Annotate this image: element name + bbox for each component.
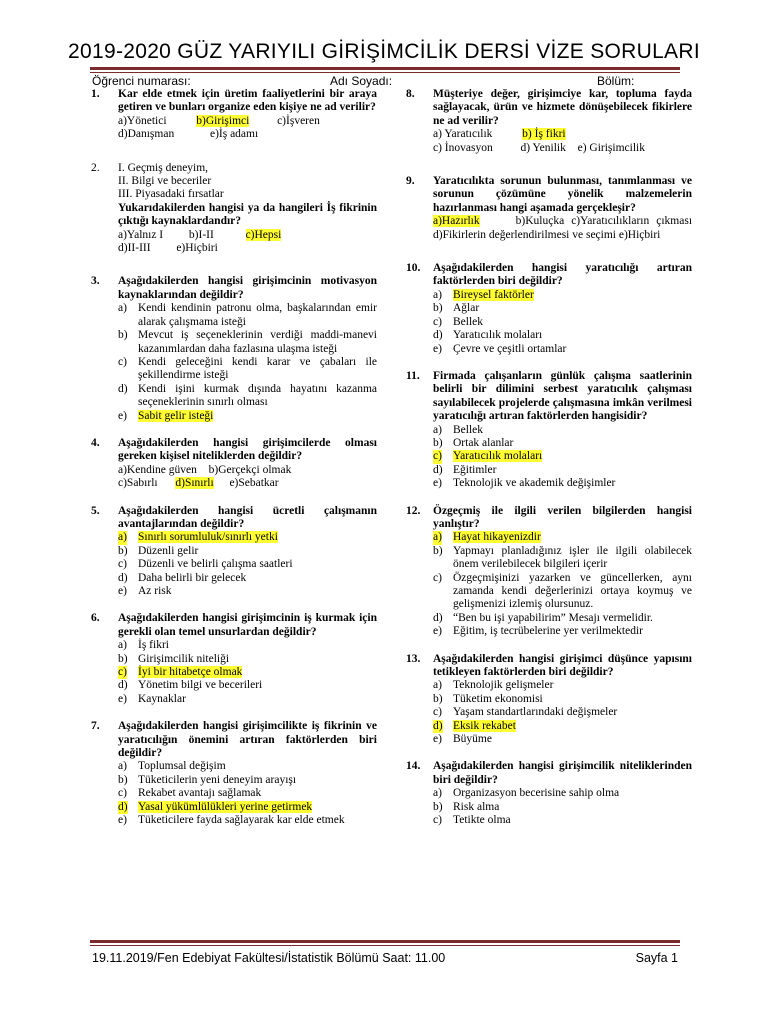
option-b: b) Girişimcilik niteliği [118,652,230,665]
top-divider-thin [90,72,680,73]
option-b: b) Tüketicilerin yeni deneyim arayışı [118,773,297,786]
footer-divider [90,940,680,943]
question-number: 14. [406,760,421,773]
question-1 [91,88,377,142]
student-number-label: Öğrenci numarası: [92,74,191,88]
option-e: e) Kaynaklar [118,692,186,705]
question-text: Aşağıdakilerden hangisi girişimcilikte iş fikrinin ve yaratıcılığın önemini artıran faktörlerden biri değildir? [118,720,377,760]
option-b: b) Yapmayı planladığınız işler ile ilgili olabilecek önem verilebilecek bilgileri içerir [433,544,692,571]
option-c: c)İşveren [277,114,320,127]
question-number: 13. [406,652,421,665]
options-line-2 [118,128,377,141]
option-a: a) Sınırlı sorumluluk/sınırlı yetki [118,531,278,544]
question-14 [406,760,692,827]
student-info-row [92,74,678,88]
options-line-2 [118,242,377,255]
option-d: d)II-III [118,242,151,255]
option-e: e) Girişimcilik [577,141,645,154]
option-e: e)İş adamı [209,128,259,141]
question-number: 10. [406,262,421,275]
option-e: e) Teknolojik ve akademik değişimler [433,477,616,490]
option-c: c) Tetikte olma [433,814,511,827]
option-d: d) Eksik rekabet [433,719,516,732]
option-e: e) Eğitim, iş tecrübelerine yer verilmektedir [433,625,643,638]
options-rest: b)Kuluçka c)Yaratıcılıkların çıkması d)Fikirlerin değerlendirilmesi ve seçimi e)Hiçbiri [433,215,693,241]
question-9 [406,175,692,242]
question-text: Aşağıdakilerden hangisi yaratıcılığı artıran faktörlerden biri değildir? [433,262,692,288]
question-number: 8. [406,88,415,100]
question-5 [91,505,377,599]
option-d: d)Sınırlı [175,477,214,490]
question-number: 3. [91,275,100,288]
question-number: 9. [406,175,415,188]
option-a: a) Yaratıcılık [433,128,493,141]
option-c: c) Kendi geleceğini kendi karar ve çabaları ile şekillendirme isteği [118,355,377,382]
question-text: Özgeçmiş ile ilgili verilen bilgilerden hangisi yanlıştır? [433,504,692,530]
question-text: Yukarıdakilerden hangisi ya da hangileri İş fikrinin çıktığı kaynaklardandır? [118,201,377,228]
question-13 [406,653,692,747]
option-a: a) Kendi kendinin patronu olma, başkalarından emir alarak çalışmama isteği [118,302,377,328]
option-a: a) Bireysel faktörler [433,288,534,301]
option-c: c) Özgeçmişinizi yazarken ve güncellerken, aynı zamanda kendi değerlerinizi ortaya koymuş ve gelişmenizi izlemiş olursunuz. [433,571,692,611]
option-b: b)Girişimci [196,114,250,127]
question-text: Müşteriye değer, girişimciye kar, topluma fayda sağlayacak, ürün ve hizmete dönüşebilecek fikirlere ne ad verilir? [433,88,692,127]
option-c: c) Bellek [433,315,484,328]
options-line-1 [118,464,377,477]
option-e: e) Çevre ve çeşitli ortamlar [433,342,567,355]
question-text: Firmada çalışanların günlük çalışma saatlerinin belirli bir dilimini serbest yaratıcılık çalışması sayılabilecek projelerde çalışmasına imkân verilmesi yaratıcılığı artıran faktörlerden hangisidir? [433,369,692,423]
options-line-1 [118,115,377,128]
option-b: b)I-II [188,228,214,241]
option-b: b) Düzenli gelir [118,544,199,557]
question-number: 11. [406,369,420,382]
option-a: a) Organizasyon becerisine sahip olma [433,787,620,800]
option-a: a)Yönetici [118,114,167,127]
question-text: Aşağıdakilerden hangisi girişimci düşünce yapısını tetikleyen faktörlerden biri değildir? [433,652,692,679]
question-6 [91,612,377,706]
question-4 [91,437,377,491]
question-text: Aşağıdakilerden hangisi girişimcilerde olması gereken kişisel niteliklerden değildir? [118,436,377,463]
statement-3: III. Piyasadaki fırsatlar [118,188,224,201]
question-number: 12. [406,504,421,517]
option-b: b) İş fikri [522,128,566,141]
option-c: c) Düzenli ve belirli çalışma saatleri [118,558,293,571]
option-c: c)Sabırlı [118,477,158,490]
option-d: d) Yasal yükümlülükleri yerine getirmek [118,800,313,813]
option-a: a)Hazırlık [433,215,480,228]
option-c: c) Rekabet avantajı sağlamak [118,787,262,800]
question-11 [406,370,692,491]
department-label: Bölüm: [597,74,635,88]
option-d: d) “Ben bu işi yapabilirim” Mesajı vermelidir. [433,611,653,624]
question-3 [91,275,377,422]
option-d: d) Daha belirli bir gelecek [118,571,247,584]
option-b: b)Gerçekçi olmak [208,463,292,476]
option-a: a) Hayat hikayenizdir [433,531,541,544]
question-number: 1. [91,88,100,100]
option-c: c) Yaşam standartlarındaki değişmeler [433,706,618,719]
option-e: e) Az risk [118,585,172,597]
right-column [406,88,692,828]
question-text: Aşağıdakilerden hangisi girişimcilik niteliklerinden biri değildir? [433,760,692,786]
statement-2: II. Bilgi ve beceriler [118,175,212,188]
option-e: e) Tüketicilere fayda sağlayarak kar elde etmek [118,814,345,827]
question-8 [406,88,692,155]
question-10 [406,262,692,356]
option-c: c) İyi bir hitabetçe olmak [118,666,243,679]
option-b: b) Ortak alanlar [433,436,514,449]
option-d: d) Yönetim bilgi ve becerileri [118,679,263,692]
option-a: a) Toplumsal değişim [118,760,226,773]
option-e: e)Sebatkar [229,477,279,490]
name-label: Adı Soyadı: [330,74,393,88]
option-d: d)Danışman [118,128,175,141]
question-number: 4. [91,436,100,449]
option-e: e) Büyüme [433,733,492,746]
left-column [91,88,377,828]
question-number: 6. [91,612,100,625]
question-text: Aşağıdakilerden hangisi girişimcinin iş kurmak için gerekli olan temel unsurlardan değildir? [118,612,377,638]
options-line-2 [433,142,692,155]
option-d: d) Kendi işini kurmak dışında hayatını kazanma seçeneklerinin sınırlı olması [118,382,377,409]
question-7 [91,720,377,827]
option-b: b) Risk alma [433,800,500,813]
question-text: Aşağıdakilerden hangisi girişimcinin motivasyon kaynaklarından değildir? [118,275,377,301]
option-c: c) İnovasyon [433,141,493,154]
option-b: b) Ağlar [433,302,480,315]
option-e: e) Sabit gelir isteği [118,409,214,422]
question-text: Kar elde etmek için üretim faaliyetlerini bir araya getiren ve bunları organize eden kişiye ne ad verilir? [118,88,377,114]
statement-1: I. Geçmiş deneyim, [118,161,209,174]
option-a: a)Kendine güven [118,463,197,476]
option-d: d) Yaratıcılık molaları [433,329,543,342]
option-a: a) Teknolojik gelişmeler [433,679,554,692]
option-e: e)Hiçbiri [176,242,218,255]
question-number: 7. [91,720,100,733]
question-2 [91,162,377,256]
footer-divider-thin [90,945,680,946]
question-number: 5. [91,504,100,517]
option-d: d) Yenilik [520,141,566,154]
footer-info: 19.11.2019/Fen Edebiyat Fakültesi/İstatistik Bölümü Saat: 11.00 [92,951,446,965]
option-b: b) Tüketim ekonomisi [433,692,543,705]
question-12 [406,505,692,639]
question-text: Yaratıcılıkta sorunun bulunması, tanımlanması ve sorunun çözümüne yönelik malzemelerin hazırlanması hangi aşamada gerçekleşir? [433,175,692,214]
top-divider [90,67,680,70]
option-c: c)Hepsi [245,228,282,241]
option-d: d) Eğitimler [433,463,497,476]
option-a: a) Bellek [433,423,484,436]
option-b: b) Mevcut iş seçeneklerinin verdiği maddi-manevi kazanımlardan daha fazlasına ulaşma isteği [118,329,377,355]
page-number: Sayfa 1 [635,951,678,965]
options-block [433,215,692,242]
options-line-2 [118,477,377,490]
options-line-1 [118,229,377,242]
options-line-1 [433,128,692,141]
option-c: c) Yaratıcılık molaları [433,450,543,463]
option-a: a)Yalnız I [118,228,164,241]
question-number: 2. [91,161,100,174]
option-a: a) İş fikri [118,639,169,652]
question-text: Aşağıdakilerden hangisi ücretli çalışmanın avantajlarından değildir? [118,504,377,530]
page-title: 2019-2020 GÜZ YARIYILI GİRİŞİMCİLİK DERSİ VİZE SORULARI [68,40,700,63]
